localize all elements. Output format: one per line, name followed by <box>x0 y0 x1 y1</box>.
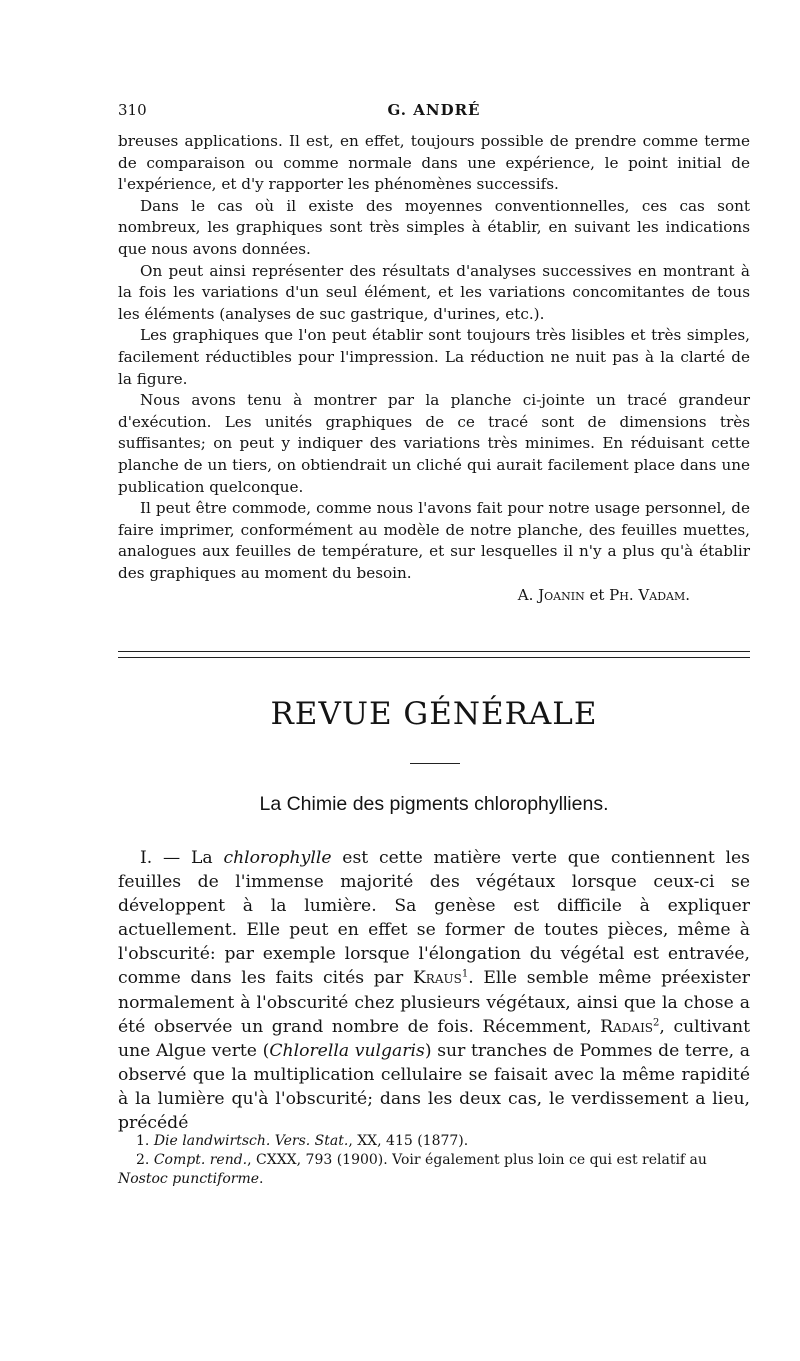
paragraph-continuation: breuses applications. Il est, en effet, toujours possible de prendre comme terme de comparaison ou comme normale dans une expérience, le point initial de l'expérience, et d'y rapporter les phénomènes successifs. <box>118 132 750 194</box>
footnotes <box>118 1132 750 1189</box>
footnote-ref[interactable]: 2 <box>653 1016 660 1028</box>
author-signature <box>118 584 750 606</box>
footnote-ref-text: , CXXX, 793 (1900). Voir également plus loin ce qui est relatif au <box>247 1152 707 1168</box>
footnote-number: 1. <box>136 1133 154 1149</box>
footnote <box>118 1132 750 1151</box>
cited-author: Radais <box>600 1016 654 1037</box>
signature-initial: A. <box>517 586 534 605</box>
species-name: Chlorella vulgaris <box>269 1040 425 1061</box>
title-underline <box>410 763 460 764</box>
paragraph-lead: I. — La <box>140 848 224 868</box>
page-number: 310 <box>118 101 147 119</box>
section-divider <box>118 651 750 658</box>
article-paragraph <box>118 846 750 1135</box>
signature-initial: Ph. <box>609 586 634 605</box>
article-title: La Chimie des pigments chlorophylliens. <box>259 793 609 815</box>
text-run: . Elle semble même préexister normalement à l'obscurité chez plusieurs végétaux, ainsi que la chose a été observée un grand nombre de fois. Récemment, <box>118 968 750 1037</box>
footnote <box>118 1151 750 1189</box>
signature-conjunction: et <box>589 586 605 605</box>
article-body <box>118 846 750 1135</box>
footnote-end: . <box>259 1171 264 1187</box>
signature-author: Vadam. <box>638 586 690 605</box>
running-head: G. ANDRÉ <box>387 101 481 119</box>
paragraph: Les graphiques que l'on peut établir sont toujours très lisibles et très simples, facilement réductibles pour l'impression. La réduction ne nuit pas à la clarté de la figure. <box>118 326 750 388</box>
cited-author: Kraus <box>412 968 462 989</box>
footnote-ref[interactable]: 1 <box>461 968 469 980</box>
text-run: est cette matière verte que contiennent les feuilles de l'immense majorité des végétaux lorsque ceux-ci se développent à la lumière. Sa genèse est difficile à expliquer actuellement. Elle peut en effet se former de toutes pièces, même à l'obscurité: par exemple lorsque l'élongation du végétal est entravée, comme dans les faits cités par <box>118 848 750 989</box>
species-name: Nostoc punctiforme <box>118 1171 260 1187</box>
footnote-ref-text: , XX, 415 (1877). <box>348 1133 469 1149</box>
paragraph: Il peut être commode, comme nous l'avons fait pour notre usage personnel, de faire imprimer, conformément au modèle de notre planche, des feuilles muettes, analogues aux feuilles de température, et sur lesquelles il n'y a plus qu'à établir des graphiques au moment du besoin. <box>118 499 750 582</box>
term-chlorophylle: chlorophylle <box>223 848 332 868</box>
section-title: REVUE GÉNÉRALE <box>270 696 598 732</box>
journal-title: Compt. rend. <box>153 1152 248 1168</box>
signature-author: Joanin <box>538 586 585 605</box>
paragraph: Dans le cas où il existe des moyennes conventionnelles, ces cas sont nombreux, les graphiques sont très simples à établir, en suivant les indications que nous avons données. <box>118 196 750 258</box>
paragraph: Nous avons tenu à montrer par la planche ci-jointe un tracé grandeur d'exécution. Les unités graphiques de ce tracé sont de dimensions très suffisantes; on peut y indiquer des variations très minimes. En réduisant cette planche de un tiers, on obtiendrait un cliché qui aurait facilement place dans une publication quelconque. <box>118 391 750 496</box>
journal-title: Die landwirtsch. Vers. Stat. <box>153 1133 349 1149</box>
paragraph: On peut ainsi représenter des résultats d'analyses successives en montrant à la fois les variations d'un seul élément, et les variations concomitantes de tous les éléments (analyses de suc gastrique, d'urines, etc.). <box>118 261 750 323</box>
previous-article-text <box>118 131 750 606</box>
page-header <box>118 101 750 121</box>
footnote-number: 2. <box>136 1152 154 1168</box>
text-run: , cultivant une Algue verte ( <box>118 1016 750 1061</box>
text-run: ) sur tranches de Pommes de terre, a observé que la multiplication cellulaire se faisait avec la même rapidité à la lumière qu'à l'obscurité; dans les deux cas, le verdissement a lieu, précédé <box>118 1040 750 1134</box>
